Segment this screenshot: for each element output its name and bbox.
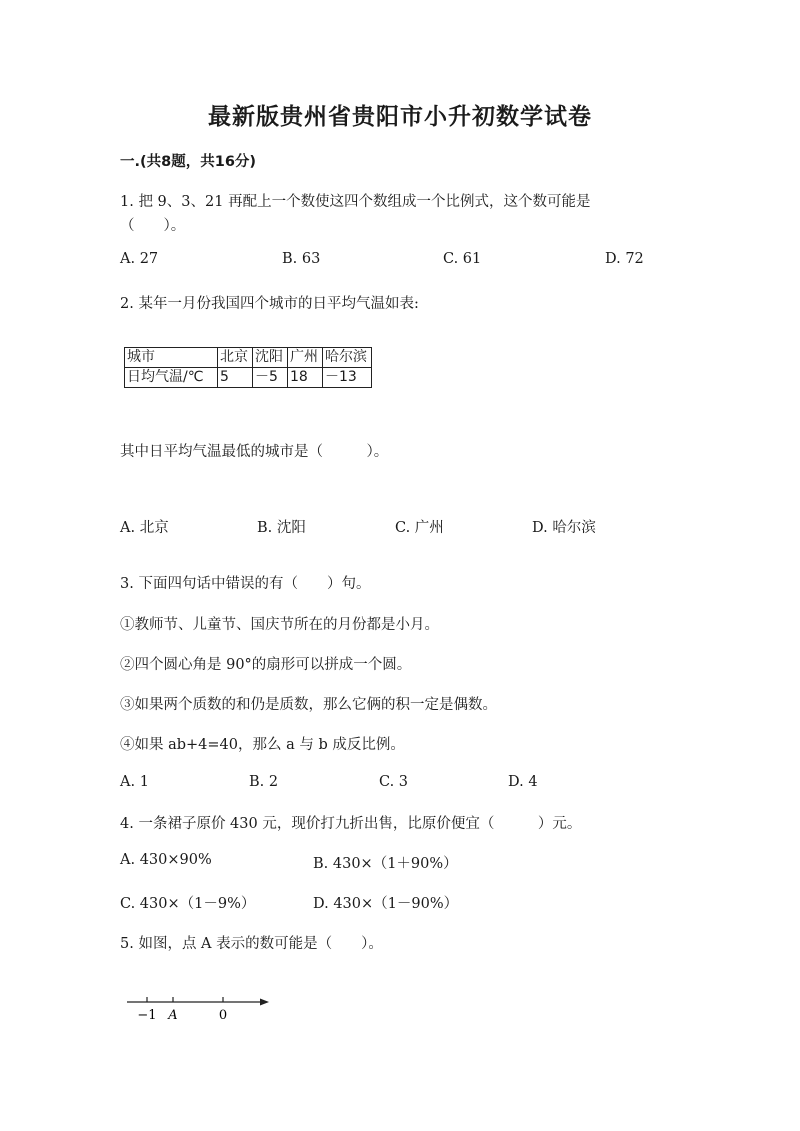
q4-option-a: A. 430×90% — [120, 852, 212, 868]
q2-option-b: B. 沈阳 — [257, 520, 306, 536]
q3-option-c: C. 3 — [379, 774, 409, 790]
label-minus-one: −1 — [137, 1008, 157, 1023]
q4-option-b: B. 430×（1＋90%） — [313, 856, 458, 872]
table-cell: 广州 — [288, 348, 323, 368]
q3-statement-2: ②四个圆心角是 90°的扇形可以拼成一个圆。 — [120, 657, 412, 673]
section-header: 一.(共8题，共16分) — [120, 154, 257, 170]
table-cell: －5 — [253, 368, 288, 388]
q1-option-c: C. 61 — [443, 251, 482, 267]
table-row — [125, 368, 372, 388]
q3-option-d: D. 4 — [508, 774, 538, 790]
q2-text: 2. 某年一月份我国四个城市的日平均气温如表: — [120, 296, 419, 312]
q1-text-line2: （ ）。 — [120, 218, 186, 234]
table-cell: 18 — [288, 368, 323, 388]
exam-title: 最新版贵州省贵阳市小升初数学试卷 — [208, 104, 592, 130]
table-row — [125, 348, 372, 368]
q2-option-c: C. 广州 — [395, 520, 444, 536]
q4-option-d: D. 430×（1－90%） — [313, 896, 459, 912]
q3-option-b: B. 2 — [249, 774, 279, 790]
number-line-arrow — [260, 999, 269, 1006]
q3-text: 3. 下面四句话中错误的有（ ）句。 — [120, 576, 371, 592]
table-cell: 北京 — [218, 348, 253, 368]
table-cell: 城市 — [125, 348, 218, 368]
q1-text-line1: 1. 把 9、3、21 再配上一个数使这四个数组成一个比例式，这个数可能是 — [120, 194, 591, 210]
label-point-a: A — [168, 1008, 178, 1023]
q1-option-b: B. 63 — [282, 251, 321, 267]
table-cell: 5 — [218, 368, 253, 388]
table-cell: 日均气温/℃ — [125, 368, 218, 388]
q4-text: 4. 一条裙子原价 430 元，现价打九折出售，比原价便宜（ ）元。 — [120, 816, 582, 832]
table-cell: 沈阳 — [253, 348, 288, 368]
q3-statement-3: ③如果两个质数的和仍是质数，那么它俩的积一定是偶数。 — [120, 697, 497, 713]
label-zero: 0 — [218, 1008, 228, 1023]
temperature-table — [124, 347, 372, 388]
table-cell: －13 — [323, 368, 372, 388]
q2-option-a: A. 北京 — [120, 520, 169, 536]
q3-statement-4: ④如果 ab+4=40，那么 a 与 b 成反比例。 — [120, 737, 405, 753]
number-line-figure — [125, 990, 275, 1026]
table-cell: 哈尔滨 — [323, 348, 372, 368]
q1-option-a: A. 27 — [120, 251, 159, 267]
q2-option-d: D. 哈尔滨 — [532, 520, 596, 536]
q4-option-c: C. 430×（1－9%） — [120, 896, 256, 912]
q2-question: 其中日平均气温最低的城市是（ ）。 — [120, 444, 389, 460]
q3-option-a: A. 1 — [120, 774, 149, 790]
q5-text: 5. 如图，点 A 表示的数可能是（ ）。 — [120, 936, 383, 952]
q1-option-d: D. 72 — [605, 251, 644, 267]
q3-statement-1: ①教师节、儿童节、国庆节所在的月份都是小月。 — [120, 617, 439, 633]
